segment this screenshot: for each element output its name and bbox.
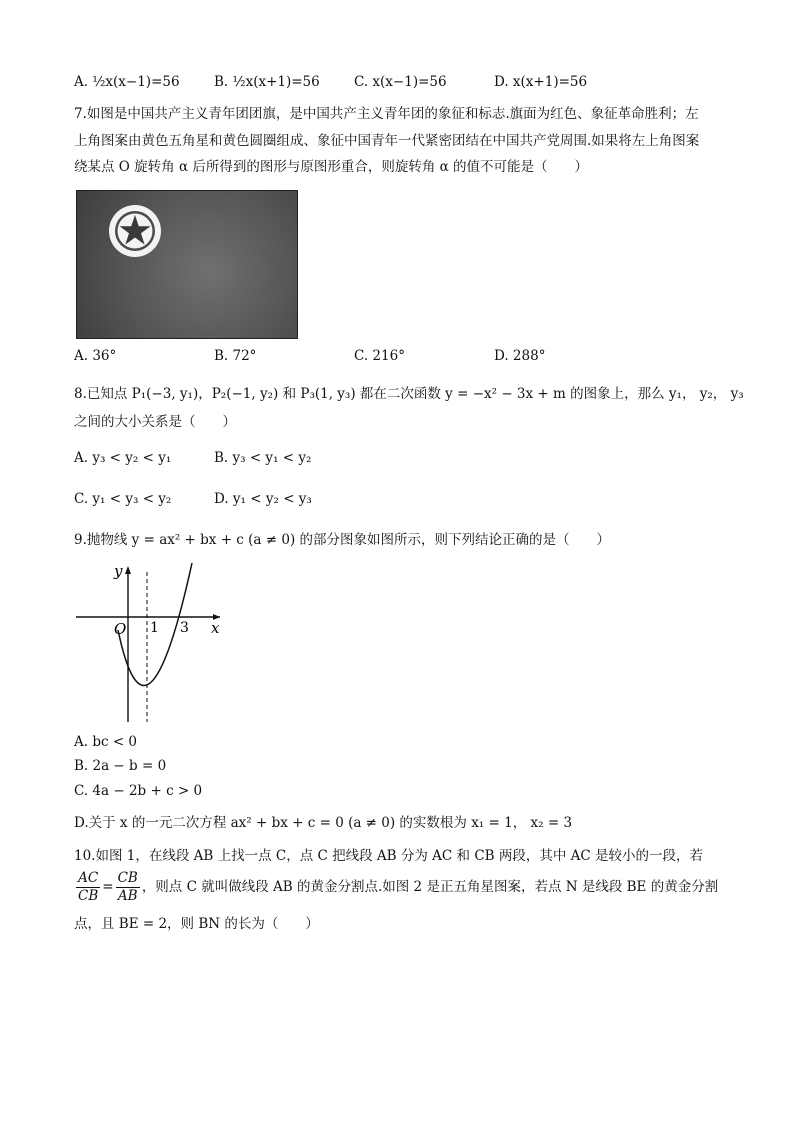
q6-option-a: A. ½x(x−1)=56 (74, 74, 180, 90)
fraction-denominator: CB (78, 888, 99, 904)
league-flag-image (76, 190, 298, 339)
fraction-numerator: AC (76, 870, 100, 888)
q10-text-line2-rest: ，则点 C 就叫做线段 AB 的黄金分割点.如图 2 是正五角星图案，若点 N 是线段 BE 的黄金分割 (141, 879, 719, 895)
q8-option-d: D. y₁ < y₂ < y₃ (214, 491, 312, 507)
q8-option-c: C. y₁ < y₃ < y₂ (74, 491, 172, 507)
q8-text-line1: 8.已知点 P₁(−3, y₁)，P₂(−1, y₂) 和 P₃(1, y₃) 都在二次函数 y = −x² − 3x + m 的图象上，那么 y₁， y₂， y₃ (74, 386, 744, 402)
q9-text-line1: 9.抛物线 y = ax² + bx + c (a ≠ 0) 的部分图象如图所示，则下列结论正确的是（ ） (74, 532, 611, 548)
y-axis-arrow-icon (125, 566, 131, 574)
origin-label: O (114, 620, 127, 638)
q7-option-b: B. 72° (214, 348, 257, 364)
x-axis-label: x (211, 619, 220, 637)
q7-text-line3: 绕某点 O 旋转角 α 后所得到的图形与原图形重合，则旋转角 α 的值不可能是（ ） (74, 159, 589, 175)
q10-text-line2 (74, 870, 718, 905)
fraction-denominator: AB (117, 888, 138, 904)
q7-option-a: A. 36° (74, 348, 117, 364)
q10-text-line3: 点，且 BE = 2，则 BN 的长为（ ） (74, 916, 319, 932)
q6-option-d: D. x(x+1)=56 (494, 74, 588, 90)
fraction-ac-cb (76, 870, 100, 905)
q9-option-a: A. bc < 0 (74, 734, 138, 750)
q8-option-a: A. y₃ < y₂ < y₁ (74, 450, 172, 466)
parabola-graph (70, 558, 230, 728)
q8-text-line2: 之间的大小关系是（ ） (74, 414, 236, 430)
q9-option-d: D.关于 x 的一元二次方程 ax² + bx + c = 0 (a ≠ 0) 的实数根为 x₁ = 1， x₂ = 3 (74, 815, 573, 831)
tick-label-3: 3 (180, 620, 189, 636)
q6-option-c: C. x(x−1)=56 (354, 74, 447, 90)
q8-option-b: B. y₃ < y₁ < y₂ (214, 450, 312, 466)
q10-text-line1: 10.如图 1，在线段 AB 上找一点 C，点 C 把线段 AB 分为 AC 和 CB 两段，其中 AC 是较小的一段，若 (74, 848, 704, 864)
q9-option-b: B. 2a − b = 0 (74, 758, 167, 774)
q7-text-line2: 上角图案由黄色五角星和黄色圆圈组成、象征中国青年一代紧密团结在中国共产党周围.如果将左上角图案 (74, 133, 700, 149)
q7-text-line1: 7.如图是中国共产主义青年团团旗，是中国共产主义青年团的象征和标志.旗面为红色、象征革命胜利；左 (74, 106, 699, 122)
q7-option-d: D. 288° (494, 348, 546, 364)
star-emblem-icon (107, 203, 163, 259)
q9-option-c: C. 4a − 2b + c > 0 (74, 783, 203, 799)
tick-label-1: 1 (150, 620, 159, 636)
y-axis-label: y (114, 562, 123, 580)
q6-option-b: B. ½x(x+1)=56 (214, 74, 320, 90)
fraction-numerator: CB (117, 870, 138, 886)
fraction-cb-ab (116, 870, 140, 905)
equals-sign: = (102, 879, 114, 895)
q7-option-c: C. 216° (354, 348, 405, 364)
